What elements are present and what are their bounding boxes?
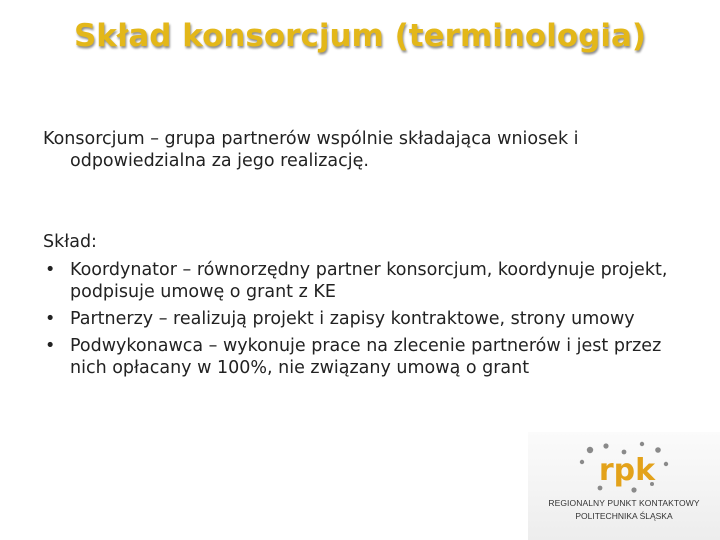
rpk-logo	[528, 432, 720, 540]
bullet-icon: •	[45, 260, 56, 280]
bullet-text: Koordynator – równorzędny partner konsorcjum, koordynuje projekt, podpisuje umowę o grant z KE	[70, 260, 668, 302]
spacer	[43, 172, 683, 231]
list-item	[43, 308, 683, 330]
rpk-logo-mark-icon	[572, 440, 682, 496]
logo-wordmark: rpk	[598, 453, 656, 488]
logo-dot	[580, 460, 584, 464]
bullet-icon: •	[45, 309, 56, 329]
slide-title: Skład konsorcjum (terminologia)	[73, 18, 647, 54]
slide-body	[43, 128, 683, 384]
list-item	[43, 335, 683, 379]
logo-line2: POLITECHNIKA ŚLĄSKA	[575, 511, 673, 521]
logo-line1: REGIONALNY PUNKT KONTAKTOWY	[548, 498, 700, 508]
logo-dot	[640, 442, 644, 446]
bullet-text: Partnerzy – realizują projekt i zapisy kontraktowe, strony umowy	[70, 309, 635, 329]
definition-paragraph: Konsorcjum – grupa partnerów wspólnie składająca wniosek i odpowiedzialna za jego realizację.	[43, 129, 579, 171]
bullet-text: Podwykonawca – wykonuje prace na zlecenie partnerów i jest przez nich opłacany w 100%, nie związany umową o grant	[70, 336, 662, 378]
list-item	[43, 259, 683, 303]
composition-label: Skład:	[43, 232, 97, 252]
bullet-list	[43, 259, 683, 379]
logo-dot	[664, 462, 668, 466]
bullet-icon: •	[45, 336, 56, 356]
logo-dot	[655, 447, 661, 453]
logo-dot	[587, 447, 593, 453]
logo-dot	[631, 487, 636, 492]
logo-dot	[603, 443, 608, 448]
